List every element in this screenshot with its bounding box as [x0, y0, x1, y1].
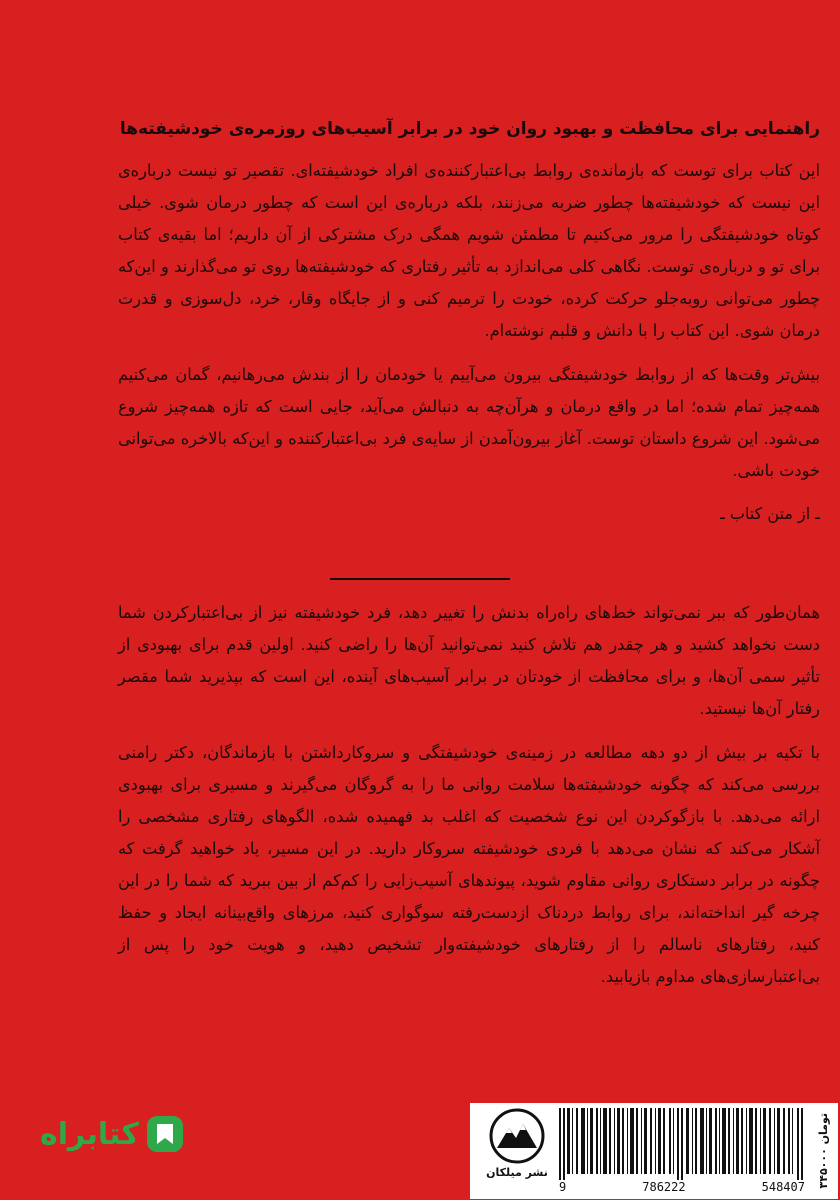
- logo-text: کتابراه: [40, 1116, 139, 1152]
- source-note: ـ از متن کتاب ـ: [720, 504, 820, 523]
- price-label: ۳۴۵۰۰۰ تومان: [816, 1113, 830, 1189]
- description-paragraph-2: با تکیه بر بیش از دو دهه مطالعه در زمینه‌ی خودشیفتگی و سروکارداشتن با بازماندگان، دکتر رامنی بررسی می‌کند که چگونه خودشیفته‌ها سلامت روانی ما را به گروگان می‌گیرند و مسیری برای بهبودی ارائه می‌دهد. با بازگوکردن این نوع شخصیت که اغلب بد فهمیده شده، الگوهای رفتاری مشخصی را آشکار می‌کند که نشان می‌دهد با فردی خودشیفته سروکار دارید. در این مسیر، یاد خواهید گرفت که چگونه در برابر دستکاری روانی مقاوم شوید، پیوندهای آسیب‌زایی را کم‌کم از بین ببرید که شما را در این چرخه گیر انداخته‌اند، برای روابط دردناک ازدست‌رفته سوگواری کنید، مرزهای واقع‌بینانه ایجاد و حفظ کنید، رفتارهای ناسالم را از رفتارهای خودشیفته‌وار تشخیص دهید، و هویت خود را پس از بی‌اعتبارسازی‌های مداوم بازیابید.: [118, 743, 820, 986]
- cover-headline: راهنمایی برای محافظت و بهبود روان خود در برابر آسیب‌های روزمره‌ی خودشیفته‌ها: [119, 119, 820, 139]
- isbn-prefix: 9: [559, 1180, 567, 1194]
- intro-section: [118, 115, 820, 549]
- price-strip: [809, 1104, 837, 1198]
- isbn-digits: [559, 1180, 805, 1196]
- publisher-mark: [477, 1108, 557, 1194]
- description-paragraph-1: همان‌طور که ببر نمی‌تواند خط‌های راه‌راه بدنش را تغییر دهد، فرد خودشیفته نیز از بی‌اعتبارکردن شما دست نخواهد کشید و هر چقدر هم تلاش کنید نمی‌توانید آن‌ها را راضی کنید. اولین قدم برای بهبودی از تأثیر سمی آن‌ها، و برای محافظت از خودتان در برابر آسیب‌های آینده، این است که بپذیرید شما مقصر رفتار آن‌ها نیستید.: [118, 603, 820, 718]
- barcode-box: [470, 1103, 838, 1199]
- description-section: [118, 597, 820, 1005]
- isbn-barcode: [559, 1108, 805, 1180]
- ketabrah-icon: [145, 1114, 185, 1154]
- isbn-group-2: 548407: [761, 1180, 805, 1194]
- ketabrah-logo: [40, 1108, 220, 1160]
- section-divider: [330, 578, 510, 580]
- publisher-name: نشر میلکان: [486, 1166, 548, 1179]
- intro-paragraph-1: این کتاب برای توست که بازمانده‌ی روابط بی‌اعتبارکننده‌ی افراد خودشیفته‌ای. تقصیر تو نیست درباره‌ی این نیست که خودشیفته‌ها چطور ضربه می‌زنند، بلکه درباره‌ی این است که چطور درمان شوی. خیلی کوتاه خودشیفتگی را مرور می‌کنیم تا مطمئن شویم همگی درک مشترکی از آن داریم؛ اما بقیه‌ی کتاب برای تو و درباره‌ی توست. نگاهی کلی می‌اندازد به تأثیر رفتاری که خودشیفته‌ها روی تو می‌گذارند و این‌که چطور می‌توانی روبه‌جلو حرکت کرده، خودت را ترمیم کنی و از جایگاه وقار، خرد، دل‌سوزی و قدرت درمان شوی. این کتاب را با دانش و قلبم نوشته‌ام.: [118, 161, 820, 340]
- intro-paragraph-2: بیش‌تر وقت‌ها که از روابط خودشیفتگی بیرون می‌آییم یا خودمان را از بندش می‌رهانیم، گمان می‌کنیم همه‌چیز تمام شده؛ اما در واقع درمان و هرآن‌چه به دنبالش می‌آید، جایی است که تازه همه‌چیز شروع می‌شود. این شروع داستان توست. آغاز بیرون‌آمدن از سایه‌ی فرد بی‌اعتبارکننده و این‌که بالاخره می‌توانی خودت باشی.: [118, 365, 820, 480]
- mountain-logo-icon: [489, 1108, 545, 1164]
- isbn-group-1: 786222: [642, 1180, 686, 1194]
